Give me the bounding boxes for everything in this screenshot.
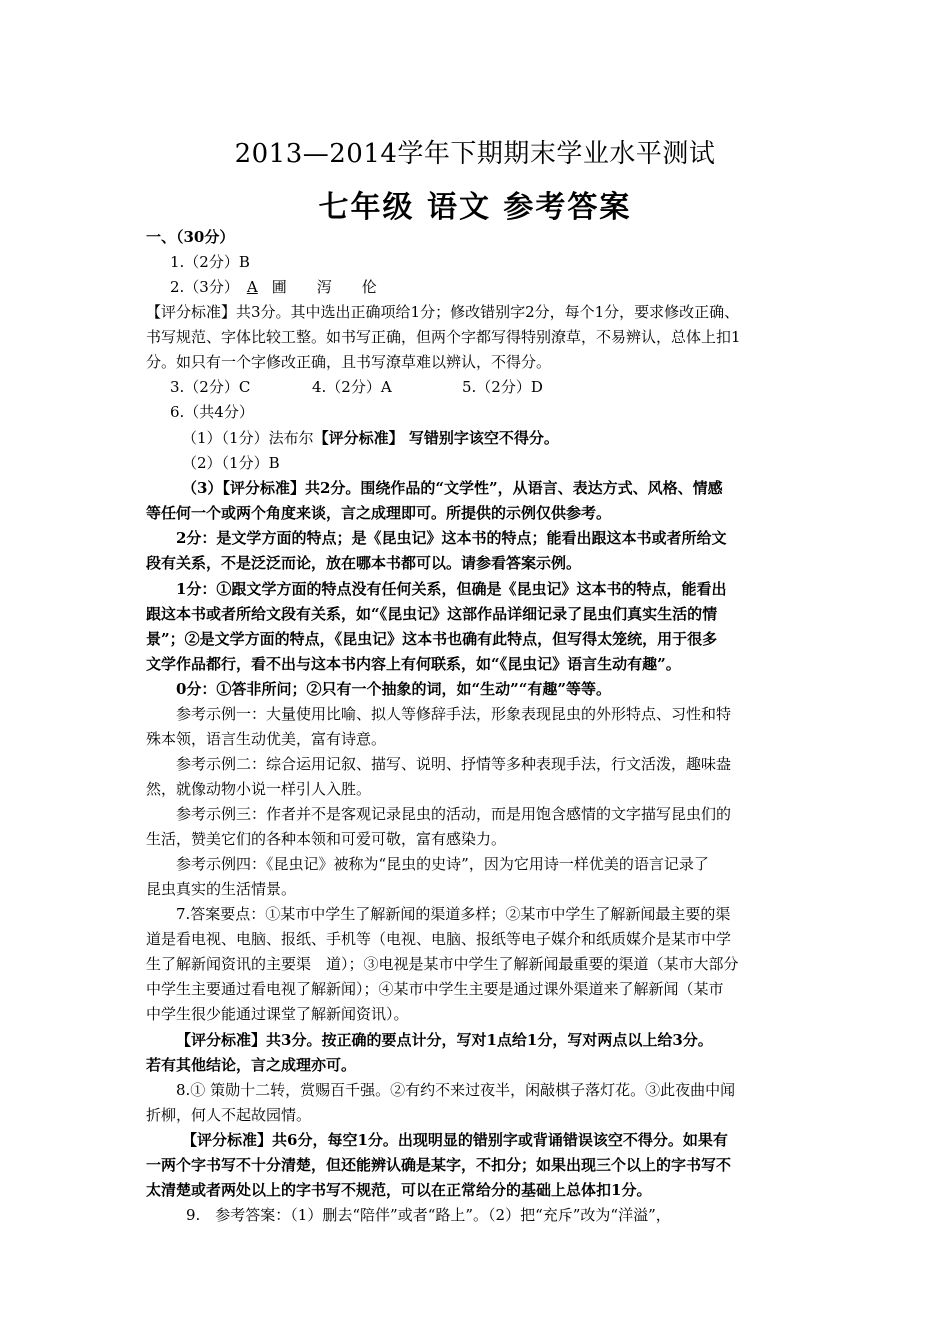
answer-2: [170, 276, 377, 298]
scoring-2pt-line2: 段有关系，不是泛泛而论，放在哪本书都可以。请参看答案示例。: [146, 554, 582, 572]
answer-2-characters: 圃 泻 伦: [271, 278, 377, 296]
scoring-1pt-line4: 文学作品都行，看不出与这本书内容上有何联系，如“《昆虫记》语言生动有趣”。: [146, 655, 681, 673]
answer-key-heading: 七年级 语文 参考答案: [318, 190, 632, 225]
example-2-line2: 然，就像动物小说一样引人入胜。: [146, 780, 372, 798]
answer-8-line1: 8.① 策勋十二转，赏赐百千强。②有约不来过夜半，闲敲棋子落灯花。③此夜曲中闻: [176, 1081, 736, 1099]
scoring-0pt: 0分：①答非所问；②只有一个抽象的词，如“生动”“有趣”等等。: [176, 680, 611, 698]
example-1-line2: 殊本领，语言生动优美，富有诗意。: [146, 730, 387, 748]
answer-5: 5.（2分）D: [462, 378, 543, 396]
scoring-2-line3: 分。如只有一个字修改正确，且书写潦草难以辨认，不得分。: [146, 353, 552, 371]
scoring-8-line1: 【评分标准】共6分，每空1分。出现明显的错别字或背诵错误该空不得分。如果有: [182, 1131, 728, 1149]
answer-4: 4.（2分）A: [312, 378, 392, 396]
example-1-line1: 参考示例一：大量使用比喻、拟人等修辞手法，形象表现昆虫的外形特点、习性和特: [176, 705, 732, 723]
scoring-1pt-line1: 1分：①跟文学方面的特点没有任何关系，但确是《昆虫记》这本书的特点，能看出: [176, 580, 727, 598]
scoring-7-line1: 【评分标准】共3分。按正确的要点计分，写对1点给1分，写对两点以上给3分。: [176, 1031, 713, 1049]
section-one-heading: 一、（30分）: [146, 228, 235, 246]
scoring-6-3-line1: （3）【评分标准】共2分。围绕作品的“文学性”，从语言、表达方式、风格、情感: [182, 479, 723, 497]
answer-2-choice: A: [246, 278, 258, 296]
scoring-8-line3: 太清楚或者两处以上的字书写不规范，可以在正常给分的基础上总体扣1分。: [146, 1181, 652, 1199]
example-3-line1: 参考示例三：作者并不是客观记录昆虫的活动，而是用饱含感情的文字描写昆虫们的: [176, 805, 732, 823]
scoring-8-line2: 一两个字书写不十分清楚，但还能辨认确是某字，不扣分；如果出现三个以上的字书写不: [146, 1156, 732, 1174]
answer-1: 1.（2分）B: [170, 253, 250, 271]
answer-7-line2: 道是看电视、电脑、报纸、手机等（电视、电脑、报纸等电子媒介和纸质媒介是某市中学: [146, 930, 732, 948]
answer-7-line5: 中学生很少能通过课堂了解新闻资讯）。: [146, 1005, 409, 1023]
scoring-2-line1: 【评分标准】共3分。其中选出正确项给1分；修改错别字2分，每个1分，要求修改正确、: [146, 303, 740, 321]
exam-title: 2013—2014学年下期期末学业水平测试: [234, 139, 716, 169]
answer-6-1: [182, 427, 559, 449]
scoring-6-3-line2: 等任何一个或两个角度来谈，言之成理即可。所提供的示例仅供参考。: [146, 504, 612, 522]
example-3-line2: 生活，赞美它们的各种本领和可爱可敬，富有感染力。: [146, 830, 507, 848]
scoring-7-line2: 若有其他结论，言之成理亦可。: [146, 1056, 357, 1074]
answer-8-line2: 折柳，何人不起故园情。: [146, 1106, 312, 1124]
answer-7-line1: 7.答案要点：①某市中学生了解新闻的渠道多样；②某市中学生了解新闻最主要的渠: [176, 905, 731, 923]
answer-3: 3.（2分）C: [170, 378, 251, 396]
example-4-line2: 昆虫真实的生活情景。: [146, 880, 297, 898]
answer-6-2: （2）（1分）B: [182, 454, 280, 472]
example-4-line1: 参考示例四：《昆虫记》被称为“昆虫的史诗”，因为它用诗一样优美的语言记录了: [176, 855, 709, 873]
scoring-2-line2: 书写规范、字体比较工整。如书写正确，但两个字都写得特别潦草，不易辨认，总体上扣1: [146, 328, 741, 346]
answer-7-line3: 生了解新闻资讯的主要渠 道）；③电视是某市中学生了解新闻最重要的渠道（某市大部分: [146, 955, 739, 973]
scoring-1pt-line2: 跟这本书或者所给文段有关系，如“《昆虫记》这部作品详细记录了昆虫们真实生活的情: [146, 605, 718, 623]
example-2-line1: 参考示例二：综合运用记叙、描写、说明、抒情等多种表现手法，行文活泼，趣味盎: [176, 755, 732, 773]
answer-2-label: 2.（3分）: [170, 278, 239, 296]
answer-6-1-text: （1）（1分）法布尔: [182, 429, 314, 447]
answer-9-line1: 9. 参考答案：（1）删去“陪伴”或者“路上”。（2）把“充斥”改为“洋溢”，: [186, 1206, 671, 1224]
answer-7-line4: 中学生主要通过看电视了解新闻）；④某市中学生主要是通过课外渠道来了解新闻（某市: [146, 980, 724, 998]
scoring-2pt-line1: 2分：是文学方面的特点；是《昆虫记》这本书的特点；能看出跟这本书或者所给文: [176, 529, 727, 547]
answer-6-heading: 6.（共4分）: [170, 403, 254, 421]
scoring-1pt-line3: 景”；②是文学方面的特点，《昆虫记》这本书也确有此特点，但写得太笼统，用于很多: [146, 630, 718, 648]
scoring-6-1: 【评分标准】 写错别字该空不得分。: [313, 429, 559, 447]
